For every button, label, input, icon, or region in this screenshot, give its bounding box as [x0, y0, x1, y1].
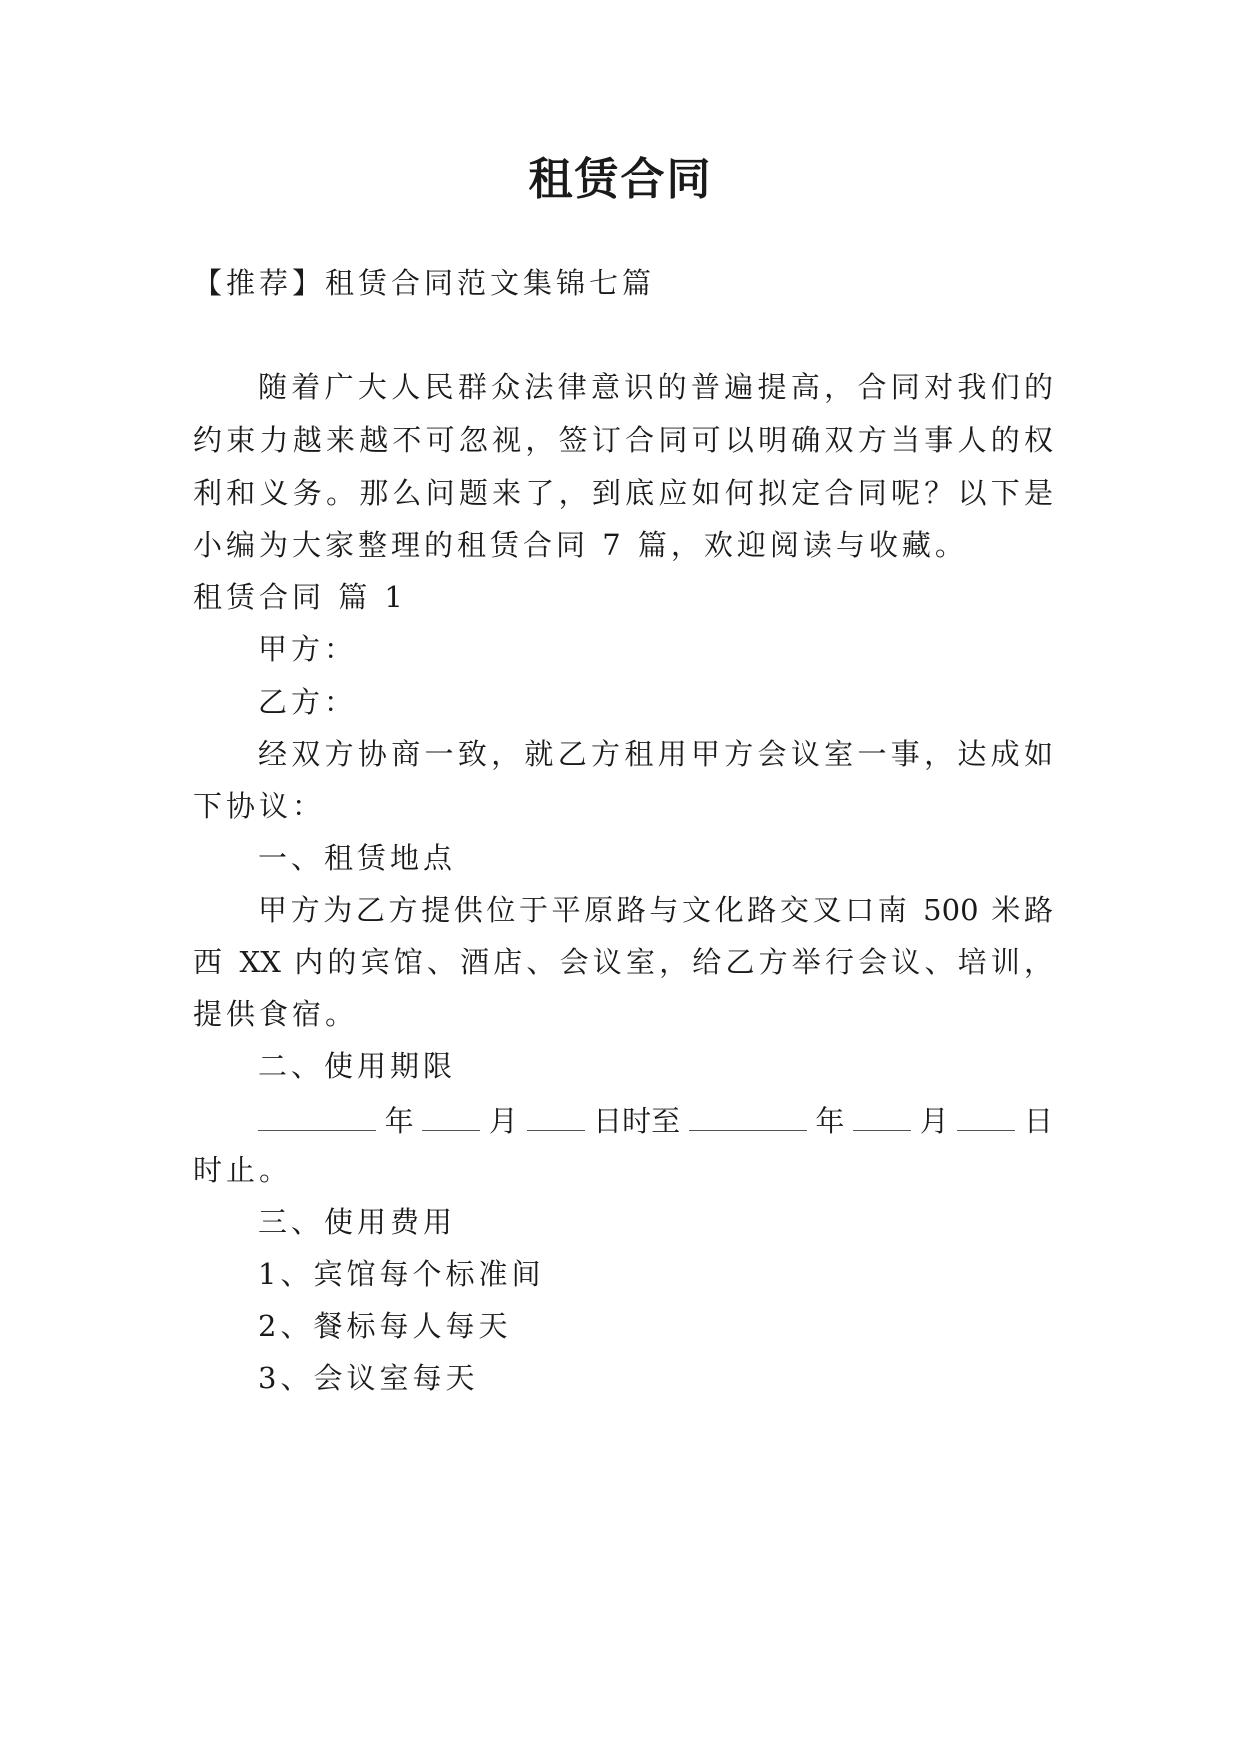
day-start-blank: [527, 1098, 585, 1131]
intro-line-3: 利和义务。那么问题来了，到底应如何拟定合同呢？以下是: [193, 476, 1053, 510]
intro-line-4: 小编为大家整理的租赁合同 7 篇，欢迎阅读与收藏。: [193, 528, 968, 562]
day-end-label: 日: [1023, 1104, 1053, 1138]
clause3-item-2: 2、餐标每人每天: [258, 1309, 512, 1343]
party-a-label: 甲方：: [258, 632, 358, 666]
date-range-row: [258, 1098, 1053, 1141]
clause1-heading: 一、租赁地点: [258, 841, 457, 875]
month-end-label: 月: [919, 1104, 949, 1138]
intro-line-1: 随着广大人民群众法律意识的普遍提高，合同对我们的: [258, 370, 1053, 404]
agreement-line-1: 经双方协商一致，就乙方租用甲方会议室一事，达成如: [258, 737, 1053, 771]
agreement-line-2: 下协议：: [193, 789, 326, 823]
clause1-line-2: 西 XX 内的宾馆、酒店、会议室，给乙方举行会议、培训，: [193, 945, 1053, 979]
document-title: 租赁合同: [528, 154, 713, 205]
clause2-line-2: 时止。: [193, 1153, 293, 1187]
month-end-blank: [853, 1098, 911, 1131]
clause1-line-1: 甲方为乙方提供位于平原路与文化路交叉口南 500 米路: [258, 893, 1053, 927]
clause3-heading: 三、使用费用: [258, 1205, 457, 1239]
year-end-label: 年: [815, 1104, 845, 1138]
recommend-line: 【推荐】租赁合同范文集锦七篇: [193, 266, 656, 300]
day-end-blank: [957, 1098, 1015, 1131]
clause2-heading: 二、使用期限: [258, 1049, 457, 1083]
year-end-blank: [689, 1098, 807, 1131]
month-start-label: 月: [488, 1104, 518, 1138]
year-start-label: 年: [384, 1104, 414, 1138]
intro-line-2: 约束力越来越不可忽视，签订合同可以明确双方当事人的权: [193, 423, 1053, 457]
year-start-blank: [258, 1098, 376, 1131]
month-start-blank: [422, 1098, 480, 1131]
clause3-item-3: 3、会议室每天: [258, 1361, 479, 1395]
party-b-label: 乙方：: [258, 685, 358, 719]
clause1-line-3: 提供食宿。: [193, 997, 359, 1031]
section-heading: 租赁合同 篇 1: [193, 580, 407, 614]
clause3-item-1: 1、宾馆每个标准间: [258, 1257, 545, 1291]
day-start-label: 日时至: [593, 1104, 681, 1138]
